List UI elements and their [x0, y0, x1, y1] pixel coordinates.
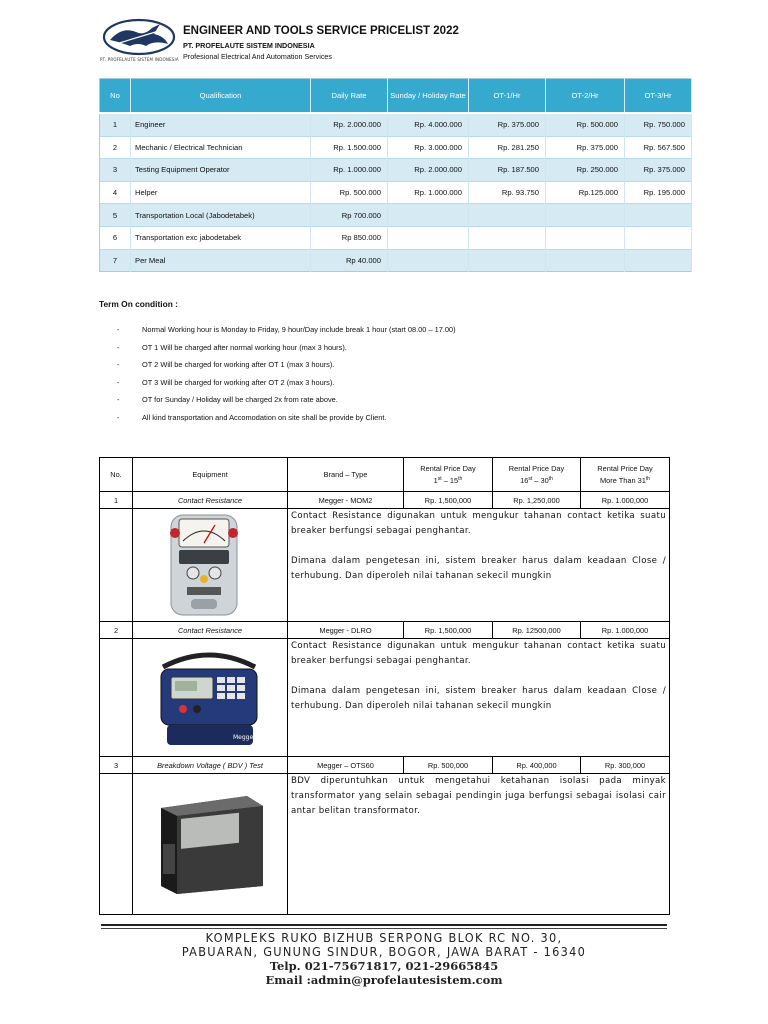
term-text: OT for Sunday / Holiday will be charged 2x from rate above. [142, 395, 338, 405]
cell-ot3: Rp. 195.000 [625, 181, 692, 204]
terms-title: Term On condition : [99, 299, 178, 309]
col-header-equipment: Equipment [133, 458, 288, 492]
cell-qualification: Helper [131, 181, 311, 204]
cell-description [288, 509, 670, 622]
document-title: ENGINEER AND TOOLS SERVICE PRICELIST 2022 [183, 25, 459, 37]
table-row [100, 113, 692, 136]
table-row-detail [100, 774, 670, 915]
description-paragraph: BDV diperuntuhkan untuk mengetahui ketahanan isolasi pada minyak transformator yang selain sebagai pendingin juga berfungsi sebagai isolasi cair antar belitan transformator. [291, 776, 666, 816]
col-header-rental-3 [581, 458, 670, 492]
terms-list [117, 324, 456, 430]
list-item [117, 394, 456, 412]
cell-ot2: Rp.125.000 [546, 181, 625, 204]
cell-description [288, 774, 670, 915]
cell-ot3: Rp. 750.000 [625, 113, 692, 136]
table-row-detail [100, 639, 670, 757]
term-text: OT 3 Will be charged for working after OT 2 (max 3 hours). [142, 377, 335, 387]
term-text: Normal Working hour is Monday to Friday, 9 hour/Day include break 1 hour (start 08.00 – 17.00) [142, 325, 456, 334]
description-paragraph: Contact Resistance digunakan untuk mengukur tahanan contact ketika suatu breaker berfungsi sebagai penghantar. [291, 641, 666, 666]
list-item [117, 342, 456, 360]
col-header-no: No. [100, 458, 133, 492]
rental-1-day-start: 1 [433, 475, 438, 485]
bullet-dash: - [117, 360, 120, 370]
table-row [100, 159, 692, 182]
col-header-ot3: OT-3/Hr [625, 79, 692, 114]
bullet-dash: - [117, 395, 120, 405]
cell-ot2: Rp. 375.000 [546, 136, 625, 159]
table-row-detail [100, 509, 670, 622]
cell-sunday [388, 249, 469, 272]
contact-resistance-dlro-image [153, 647, 265, 749]
svg-text:Megger: Megger [233, 734, 256, 741]
cell-price-1: Rp. 1,500,000 [404, 622, 493, 639]
cell-qualification: Engineer [131, 113, 311, 136]
cell-ot1 [469, 249, 546, 272]
cell-image [133, 639, 288, 757]
bdv-tester-image [151, 794, 269, 896]
cell-ot2: Rp. 250.000 [546, 159, 625, 182]
footer-divider [101, 924, 667, 926]
col-header-no: No [100, 79, 131, 114]
contact-resistance-mom2-image [165, 513, 243, 617]
cell-no: 2 [100, 136, 131, 159]
description-paragraph: Contact Resistance digunakan untuk mengukur tahanan contact ketika suatu breaker berfungsi sebagai penghantar. [291, 511, 666, 536]
cell-ot3 [625, 226, 692, 249]
rental-1-day-end: – 15 [441, 475, 459, 485]
price-table [99, 78, 692, 272]
cell-qualification: Transportation exc jabodetabek [131, 226, 311, 249]
table-row [100, 622, 670, 639]
cell-sunday: Rp. 4.000.000 [388, 113, 469, 136]
rental-2-day-start: 16 [520, 475, 529, 485]
cell-brand: Megger - DLRO [288, 622, 404, 639]
cell-equipment: Contact Resistance [133, 622, 288, 639]
cell-daily: Rp. 2.000.000 [311, 113, 388, 136]
list-item [117, 324, 456, 342]
term-text: OT 2 Will be charged for working after OT 1 (max 3 hours). [142, 360, 335, 370]
cell-price-3: Rp. 1.000,000 [581, 622, 670, 639]
rental-2-label: Rental Price Day [508, 464, 565, 473]
cell-no: 5 [100, 204, 131, 227]
cell-equipment: Breakdown Voltage ( BDV ) Test [133, 757, 288, 774]
cell-daily: Rp 40.000 [311, 249, 388, 272]
cell-no: 3 [100, 757, 133, 774]
cell-price-2: Rp. 1,250,000 [493, 492, 581, 509]
cell-no: 3 [100, 159, 131, 182]
bullet-dash: - [117, 342, 120, 352]
cell-qualification: Transportation Local (Jabodetabek) [131, 204, 311, 227]
cell-ot1: Rp. 375.000 [469, 113, 546, 136]
table-row [100, 757, 670, 774]
cell-ot2: Rp. 500.000 [546, 113, 625, 136]
description-paragraph: Dimana dalam pengetesan ini, sistem breaker harus dalam keadaan Close / terhubung. Dan diperoleh nilai tahanan sekecil mungkin [291, 686, 666, 711]
list-item [117, 377, 456, 395]
cell-price-2: Rp. 12500,000 [493, 622, 581, 639]
table-row [100, 226, 692, 249]
col-header-rental-2 [493, 458, 581, 492]
rental-2-sup-end: th [548, 475, 553, 482]
cell-ot3: Rp. 567.500 [625, 136, 692, 159]
col-header-rental-1 [404, 458, 493, 492]
cell-no: 2 [100, 622, 133, 639]
cell-ot2 [546, 204, 625, 227]
cell-empty [100, 774, 133, 915]
term-text: OT 1 Will be charged after normal working hour (max 3 hours). [142, 342, 347, 352]
col-header-ot1: OT-1/Hr [469, 79, 546, 114]
rental-1-label: Rental Price Day [420, 464, 476, 473]
table-row [100, 249, 692, 272]
col-header-ot2: OT-2/Hr [546, 79, 625, 114]
rental-3-days: More Than 31 [599, 475, 646, 485]
cell-image [133, 509, 288, 622]
cell-empty [100, 639, 133, 757]
footer-address-line2: PABUARAN, GUNUNG SINDUR, BOGOR, JAWA BARAT - 16340 [181, 944, 587, 959]
cell-daily: Rp. 1.500.000 [311, 136, 388, 159]
description-paragraph: Dimana dalam pengetesan ini, sistem breaker harus dalam keadaan Close / terhubung. Dan diperoleh nilai tahanan sekecil mungkin [291, 556, 666, 581]
rental-2-sup-start: st [528, 475, 533, 482]
cell-ot3 [625, 204, 692, 227]
cell-ot3: Rp. 375.000 [625, 159, 692, 182]
table-row [100, 492, 670, 509]
rental-1-sup-end: th [458, 475, 463, 482]
bullet-dash: - [117, 412, 120, 422]
cell-ot1 [469, 204, 546, 227]
term-text: All kind transportation and Accomodation on site shall be provide by Client. [142, 412, 387, 422]
cell-no: 6 [100, 226, 131, 249]
cell-ot1: Rp. 93.750 [469, 181, 546, 204]
col-header-qualification: Qualification [131, 79, 311, 114]
footer-email: Email :admin@profelautesistem.com [265, 973, 503, 987]
cell-description [288, 639, 670, 757]
cell-ot1: Rp. 281.250 [469, 136, 546, 159]
cell-sunday: Rp. 3.000.000 [388, 136, 469, 159]
cell-ot1: Rp. 187.500 [469, 159, 546, 182]
logo-caption: PT. PROFELAUTE SISTEM INDONESIA [100, 57, 179, 62]
cell-no: 1 [100, 113, 131, 136]
cell-brand: Megger – OTS60 [288, 757, 404, 774]
rental-3-sup: th [645, 475, 651, 482]
cell-brand: Megger - MOM2 [288, 492, 404, 509]
company-logo [102, 18, 176, 60]
cell-ot1 [469, 226, 546, 249]
equipment-table-header [100, 458, 670, 492]
cell-price-1: Rp. 1,500,000 [404, 492, 493, 509]
cell-empty [100, 509, 133, 622]
cell-daily: Rp 850.000 [311, 226, 388, 249]
cell-price-3: Rp. 1.000,000 [581, 492, 670, 509]
cell-equipment: Contact Resistance [133, 492, 288, 509]
company-subtitle: Profesional Electrical And Automation Services [183, 52, 333, 61]
col-header-sunday-rate: Sunday / Holiday Rate [388, 79, 469, 114]
table-row [100, 204, 692, 227]
cell-no: 1 [100, 492, 133, 509]
col-header-daily-rate: Daily Rate [311, 79, 388, 114]
rental-2-day-end: – 30 [532, 475, 549, 485]
footer-address-line1: KOMPLEKS RUKO BIZHUB SERPONG BLOK RC NO. 30, [205, 930, 563, 945]
cell-ot2 [546, 226, 625, 249]
cell-daily: Rp. 1.000.000 [311, 159, 388, 182]
list-item [117, 412, 456, 430]
cell-ot2 [546, 249, 625, 272]
cell-qualification: Testing Equipment Operator [131, 159, 311, 182]
equipment-table [99, 457, 670, 915]
col-header-brand: Brand – Type [288, 458, 404, 492]
cell-qualification: Mechanic / Electrical Technician [131, 136, 311, 159]
cell-image [133, 774, 288, 915]
cell-qualification: Per Meal [131, 249, 311, 272]
rental-3-label: Rental Price Day [597, 464, 653, 473]
cell-sunday: Rp. 2.000.000 [388, 159, 469, 182]
cell-daily: Rp 700.000 [311, 204, 388, 227]
table-row [100, 181, 692, 204]
footer-divider-thin [101, 928, 667, 929]
bullet-dash: - [117, 377, 120, 387]
bullet-dash: - [117, 325, 120, 334]
footer-phone: Telp. 021-75671817, 021-29665845 [269, 959, 499, 973]
cell-sunday [388, 226, 469, 249]
footer [101, 931, 667, 987]
cell-price-1: Rp. 500,000 [404, 757, 493, 774]
cell-sunday [388, 204, 469, 227]
cell-no: 7 [100, 249, 131, 272]
price-table-header [100, 79, 692, 114]
cell-price-2: Rp. 400,000 [493, 757, 581, 774]
cell-no: 4 [100, 181, 131, 204]
cell-sunday: Rp. 1.000.000 [388, 181, 469, 204]
cell-daily: Rp. 500.000 [311, 181, 388, 204]
company-name: PT. PROFELAUTE SISTEM INDONESIA [183, 41, 315, 50]
cell-price-3: Rp. 300,000 [581, 757, 670, 774]
cell-ot3 [625, 249, 692, 272]
list-item [117, 359, 456, 377]
rental-1-sup-start: st [437, 475, 442, 482]
table-row [100, 136, 692, 159]
